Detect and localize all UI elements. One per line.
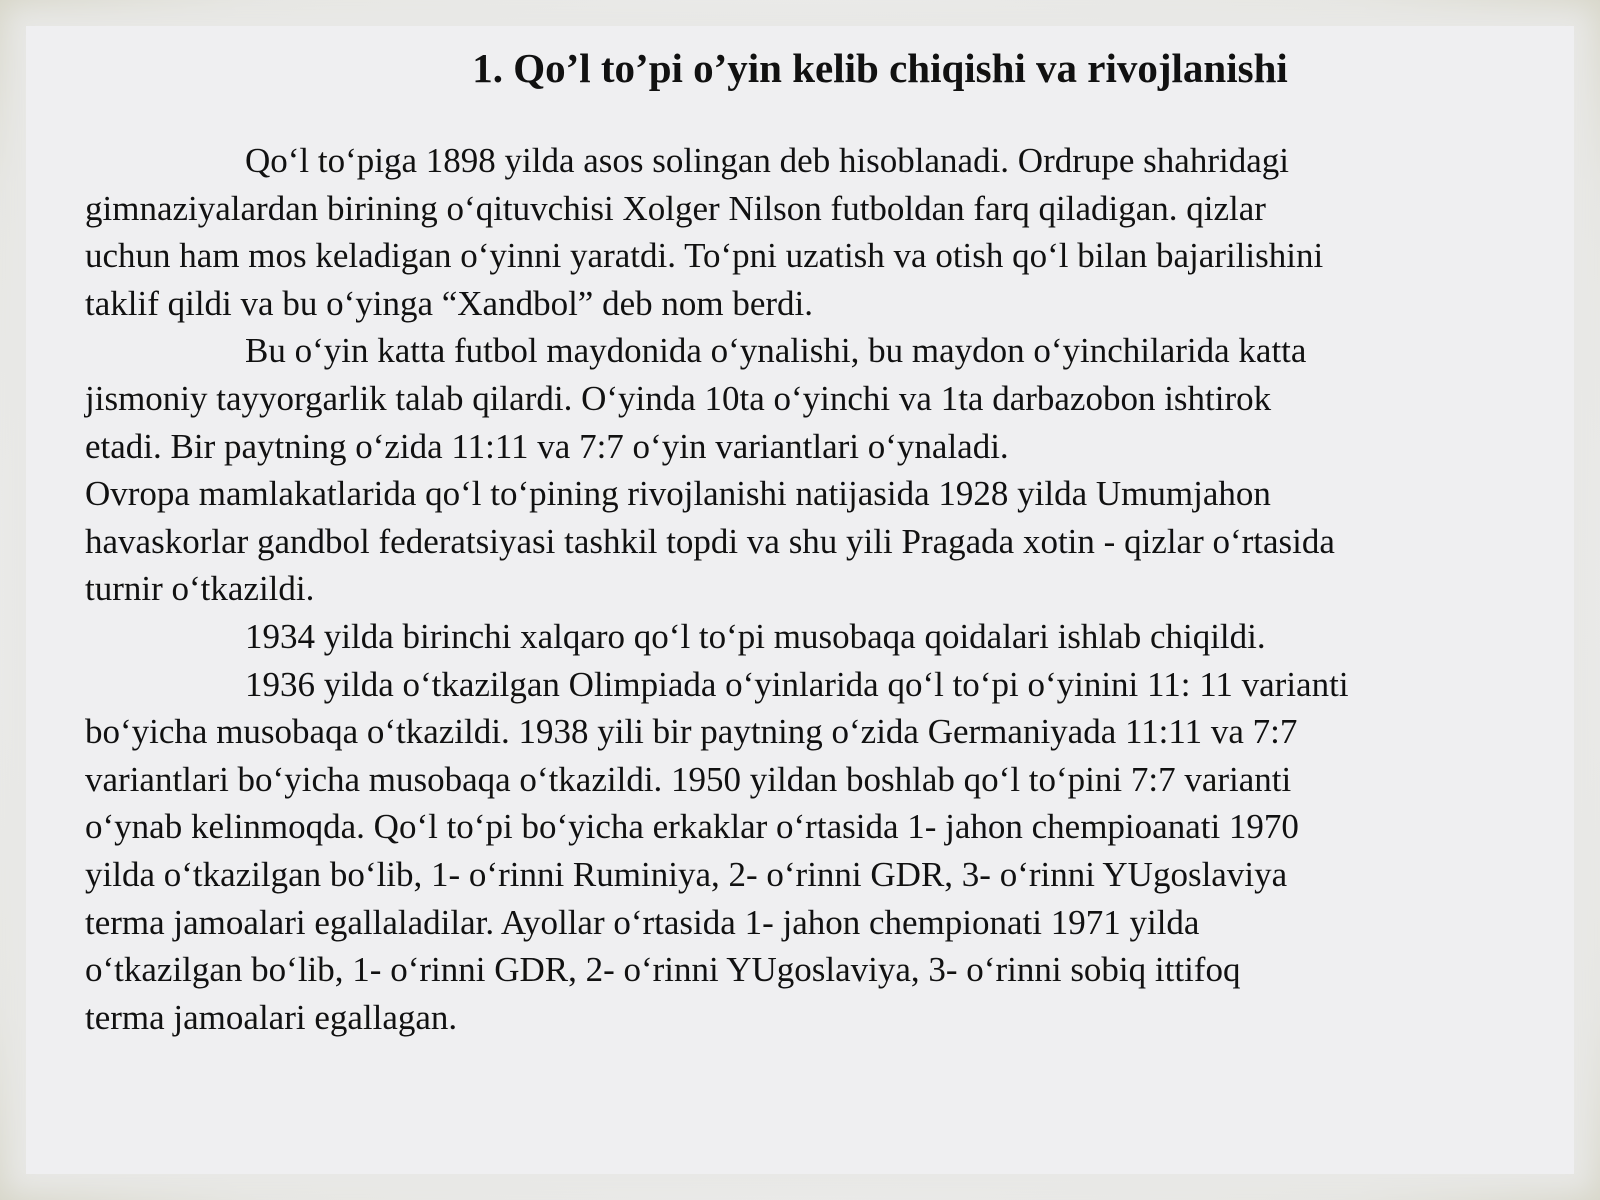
slide-title: 1. Qo’l to’pi o’yin kelib chiqishi va rivojlanishi — [472, 45, 1288, 91]
body-line: o‘tkazilgan bo‘lib, 1- o‘rinni GDR, 2- o‘rinni YUgoslaviya, 3- o‘rinni sobiq ittifoq — [85, 950, 1241, 990]
body-line: turnir o‘tkazildi. — [85, 569, 315, 609]
body-line: havaskorlar gandbol federatsiyasi tashkil topdi va shu yili Pragada xotin - qizlar o‘rtasida — [85, 521, 1335, 561]
body-line: terma jamoalari egallagan. — [85, 997, 458, 1037]
body-line: Bu o‘yin katta futbol maydonida o‘ynalishi, bu maydon o‘yinchilarida katta — [245, 331, 1307, 371]
slide-body — [85, 137, 1525, 1041]
body-line: 1934 yilda birinchi xalqaro qo‘l to‘pi musobaqa qoidalari ishlab chiqildi. — [245, 616, 1266, 656]
body-line: yilda o‘tkazilgan bo‘lib, 1- o‘rinni Ruminiya, 2- o‘rinni GDR, 3- o‘rinni YUgoslaviya — [85, 854, 1288, 894]
body-line: etadi. Bir paytning o‘zida 11:11 va 7:7 o‘yin variantlari o‘ynaladi. — [85, 426, 1009, 466]
body-line: variantlari bo‘yicha musobaqa o‘tkazildi. 1950 yildan boshlab qo‘l to‘pini 7:7 varianti — [85, 759, 1292, 799]
body-line: uchun ham mos keladigan o‘yinni yaratdi. To‘pni uzatish va otish qo‘l bilan bajarilishini — [85, 236, 1324, 276]
body-line: Ovropa mamlakatlarida qo‘l to‘pining rivojlanishi natijasida 1928 yilda Umumjahon — [85, 474, 1271, 514]
body-line: terma jamoalari egallaladilar. Ayollar o‘rtasida 1- jahon chempionati 1971 yilda — [85, 902, 1200, 942]
body-line: o‘ynab kelinmoqda. Qo‘l to‘pi bo‘yicha erkaklar o‘rtasida 1- jahon chempioanati 1970 — [85, 807, 1299, 847]
body-line: gimnaziyalardan birining o‘qituvchisi Xolger Nilson futboldan farq qiladigan. qizlar — [85, 188, 1266, 228]
body-line: 1936 yilda o‘tkazilgan Olimpiada o‘yinlarida qo‘l to‘pi o‘yinini 11: 11 varianti — [245, 664, 1349, 704]
body-line: Qo‘l to‘piga 1898 yilda asos solingan deb hisoblanadi. Ordrupe shahridagi — [245, 141, 1289, 180]
body-line: jismoniy tayyorgarlik talab qilardi. O‘yinda 10ta o‘yinchi va 1ta darbazobon ishtirok — [85, 378, 1272, 418]
body-line: taklif qildi va bu o‘yinga “Xandbol” deb nom berdi. — [85, 283, 814, 323]
body-line: bo‘yicha musobaqa o‘tkazildi. 1938 yili bir paytning o‘zida Germaniyada 11:11 va 7:7 — [85, 712, 1298, 752]
